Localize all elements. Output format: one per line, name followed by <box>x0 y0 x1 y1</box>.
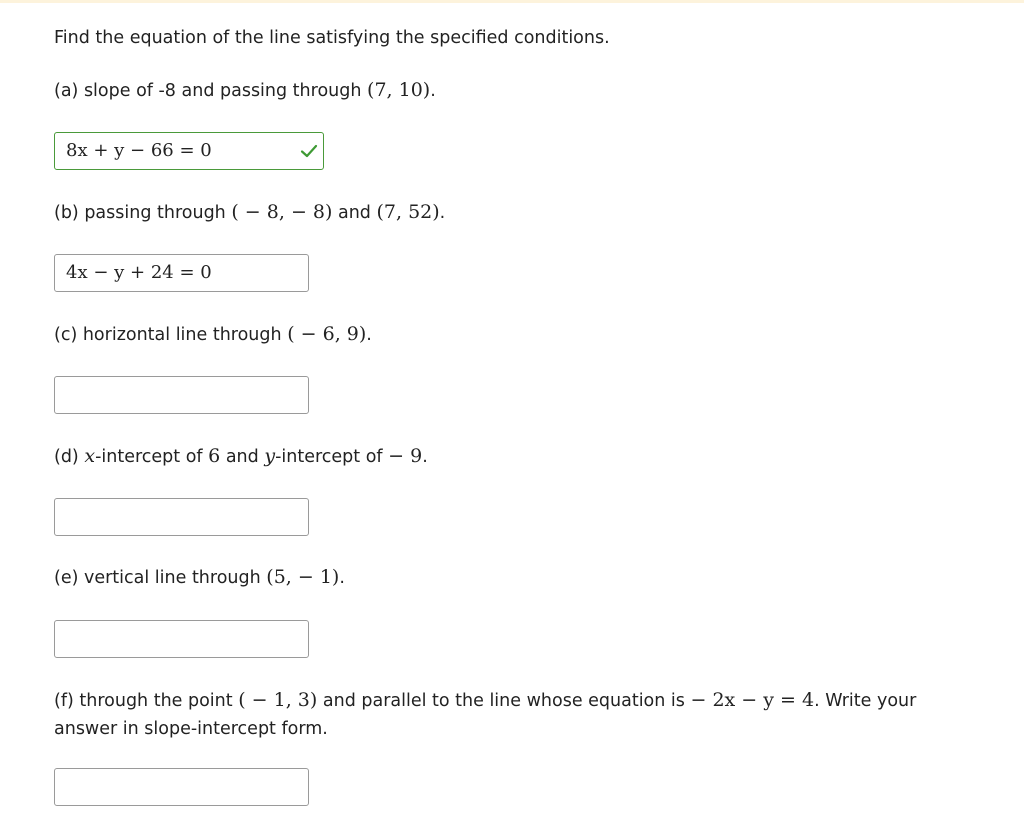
part-a-end: . <box>430 81 436 101</box>
part-e-label: (e) vertical line through <box>54 568 261 588</box>
part-c-prompt <box>54 322 372 347</box>
part-f-point: ( − 1, 3) <box>238 689 318 711</box>
part-c-point: ( − 6, 9) <box>287 323 367 345</box>
part-c-end: . <box>366 325 372 345</box>
part-e-prompt <box>54 565 345 590</box>
part-a-prompt <box>54 78 436 103</box>
checkmark-icon <box>300 142 318 160</box>
part-b-answer-value: 4x − y + 24 = 0 <box>66 262 212 283</box>
part-e-point: (5, − 1) <box>266 566 340 588</box>
part-b-end: . <box>439 203 446 223</box>
part-b-answer-field[interactable] <box>54 254 309 292</box>
part-a-answer-field[interactable] <box>54 132 324 170</box>
part-b-point1: ( − 8, − 8) <box>231 201 333 223</box>
part-b-point2: (7, 52) <box>376 201 440 223</box>
part-d-label: (d) <box>54 447 79 467</box>
part-a-label: (a) slope of -8 and passing through <box>54 81 362 101</box>
part-b-prompt <box>54 200 445 225</box>
part-d-answer-field[interactable] <box>54 498 309 536</box>
part-d-y-var: y <box>264 445 276 467</box>
part-a-point: (7, 10) <box>367 79 431 101</box>
part-b-label: (b) passing through <box>54 203 226 223</box>
part-d-prompt <box>54 444 428 469</box>
part-e-end: . <box>339 568 345 588</box>
part-f-answer-field[interactable] <box>54 768 309 806</box>
part-f-equation: − 2x − y = 4 <box>690 689 815 711</box>
part-f-text1: and parallel to the line whose equation is <box>322 691 685 711</box>
part-f-text2: . Write your answer in slope-intercept form. <box>54 691 917 739</box>
top-accent-strip <box>0 0 1024 3</box>
part-d-text1: -intercept of <box>95 447 203 467</box>
part-c-answer-field[interactable] <box>54 376 309 414</box>
part-d-x-var: x <box>84 445 96 467</box>
part-f-prompt <box>54 686 954 743</box>
question-instructions: Find the equation of the line satisfying the specified conditions. <box>54 28 610 48</box>
part-c-label: (c) horizontal line through <box>54 325 282 345</box>
part-b-and: and <box>337 203 371 223</box>
part-f-label: (f) through the point <box>54 691 233 711</box>
part-d-and: and <box>225 447 259 467</box>
part-a-answer-value: 8x + y − 66 = 0 <box>66 140 212 161</box>
part-d-end: . <box>422 447 428 467</box>
part-e-answer-field[interactable] <box>54 620 309 658</box>
part-d-y-value: − 9 <box>388 445 423 467</box>
part-d-x-value: 6 <box>208 445 221 467</box>
part-d-text3: -intercept of <box>275 447 383 467</box>
